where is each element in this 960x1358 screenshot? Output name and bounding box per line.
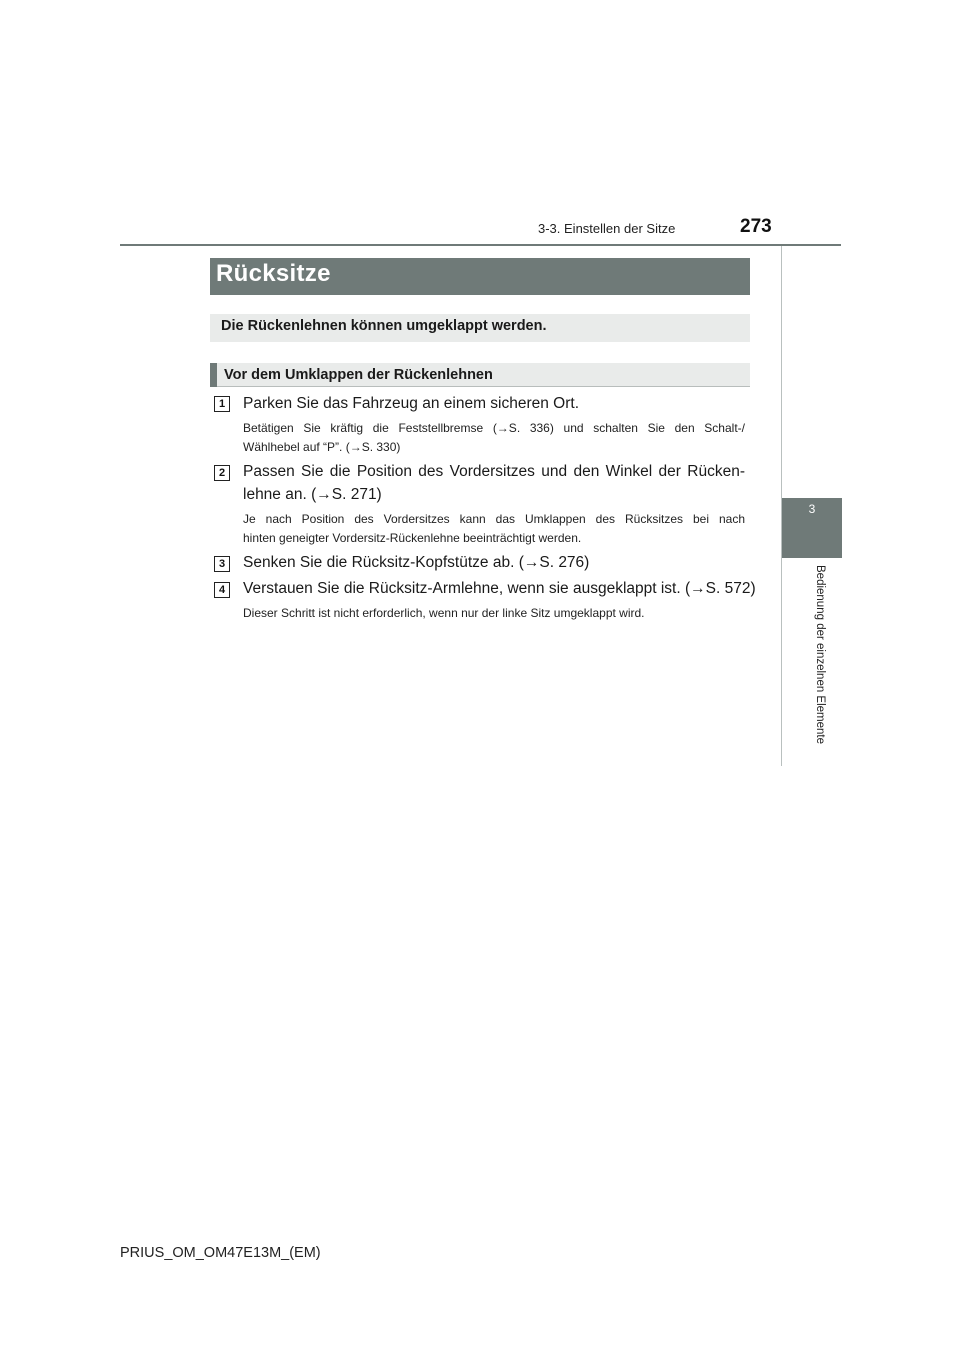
step-2-text-line1: Passen Sie die Position des Vordersitzes und den Winkel der Rücken- <box>243 463 745 480</box>
step-1-note-line2: Wählhebel auf “P”. (→S. 330) <box>243 440 401 454</box>
header-section-title: 3-3. Einstellen der Sitze <box>538 221 676 236</box>
footer-doc-id: PRIUS_OM_OM47E13M_(EM) <box>120 1245 321 1261</box>
subsection-title: Vor dem Umklappen der Rückenlehnen <box>224 367 493 383</box>
intro-text: Die Rückenlehnen können umgeklappt werden. <box>221 318 547 334</box>
step-number-2: 2 <box>214 465 230 481</box>
step-2-note-line1: Je nach Position des Vordersitzes kann das Umklappen des Rücksitzes bei nach <box>243 512 745 526</box>
chapter-number: 3 <box>808 502 816 516</box>
subsection-accent <box>210 363 217 387</box>
step-3-text: Senken Sie die Rücksitz-Kopfstütze ab. (→S. 276) <box>243 554 590 571</box>
step-1-text: Parken Sie das Fahrzeug an einem sicheren Ort. <box>243 395 580 412</box>
page-number: 273 <box>740 216 772 237</box>
step-1-note-line1: Betätigen Sie kräftig die Feststellbremse (→S. 336) und schalten Sie den Schalt-/ <box>243 421 745 435</box>
chapter-title-vertical: Bedienung der einzelnen Elemente <box>814 565 826 745</box>
step-number-3: 3 <box>214 556 230 572</box>
step-number-4: 4 <box>214 582 230 598</box>
step-number-1: 1 <box>214 396 230 412</box>
header-rule <box>120 244 841 246</box>
page-title: Rücksitze <box>216 260 331 287</box>
step-2-text-line2: lehne an. (→S. 271) <box>243 486 382 503</box>
step-4-note-line1: Dieser Schritt ist nicht erforderlich, wenn nur der linke Sitz umgeklappt wird. <box>243 606 645 620</box>
step-2-note-line2: hinten geneigter Vordersitz-Rückenlehne beeinträchtigt werden. <box>243 531 582 545</box>
step-4-text: Verstauen Sie die Rücksitz-Armlehne, wenn sie ausgeklappt ist. (→S. 572) <box>243 580 756 597</box>
